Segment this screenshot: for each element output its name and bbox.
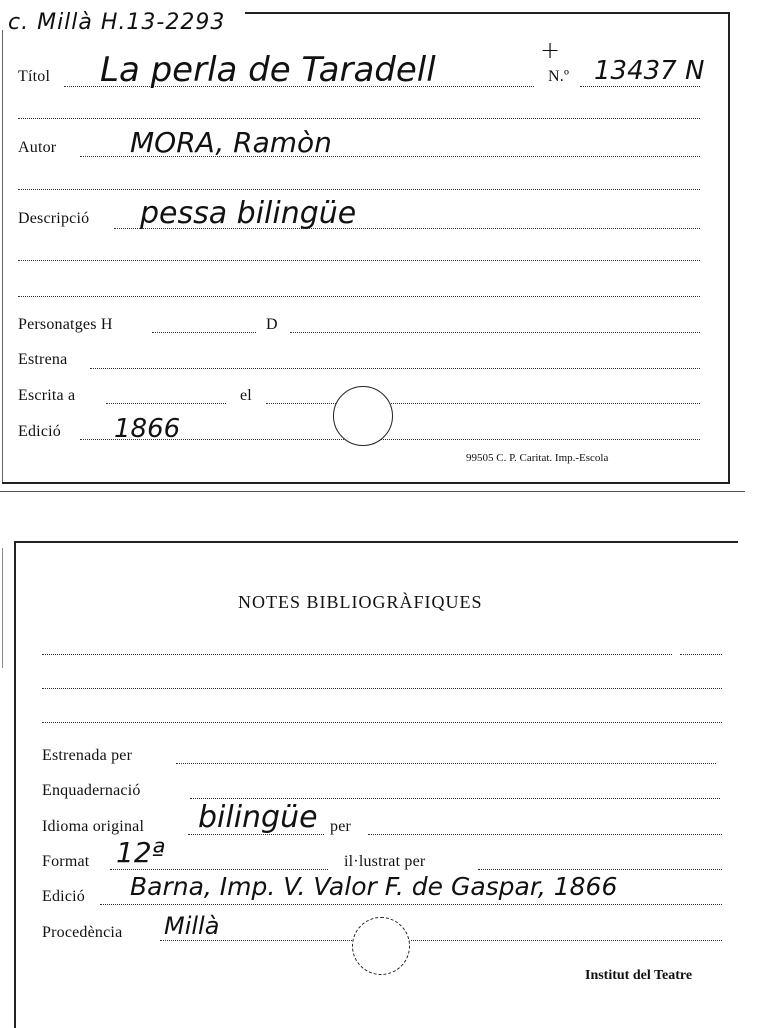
- edicio2-label: Edició: [42, 888, 85, 905]
- titol-label: Títol: [18, 68, 51, 85]
- format-line: [110, 869, 328, 870]
- descripcio-line-3: [18, 296, 700, 297]
- format-value: 12ª: [116, 836, 165, 869]
- card2-top-border: [14, 541, 738, 543]
- idioma-per-line: [368, 834, 722, 835]
- procedencia-label: Procedència: [42, 924, 123, 941]
- enquadernacio-line: [190, 798, 720, 799]
- num-label: N.º: [548, 68, 570, 85]
- titol-value: La perla de Taradell: [100, 50, 436, 90]
- card1-right-border: [728, 12, 730, 482]
- personatges-label: Personatges H: [18, 316, 113, 333]
- el-label: el: [240, 387, 252, 404]
- descripcio-label: Descripció: [18, 210, 90, 227]
- autor-line-2: [18, 189, 700, 190]
- edicio2-line: [100, 904, 722, 905]
- illustrat-line: [478, 869, 722, 870]
- idioma-per-label: per: [330, 818, 352, 835]
- format-label: Format: [42, 853, 90, 870]
- card2-left-edge: [2, 548, 3, 668]
- institution-label: Institut del Teatre: [585, 968, 693, 983]
- edicio2-value: Barna, Imp. V. Valor F. de Gaspar, 1866: [130, 872, 618, 901]
- idioma-value: bilingüe: [198, 800, 318, 835]
- idioma-label: Idioma original: [42, 818, 145, 835]
- notes-header: NOTES BIBLIOGRÀFIQUES: [238, 592, 483, 612]
- personatges-d-line: [290, 332, 700, 333]
- procedencia-line: [160, 940, 722, 941]
- num-value: 13437 N: [594, 56, 705, 86]
- card1-top-border: [245, 12, 729, 14]
- card2-left-border: [14, 541, 16, 1028]
- notes-line-1: [42, 654, 672, 655]
- descripcio-value: pessa bilingüe: [140, 196, 357, 231]
- num-line: [580, 86, 700, 87]
- personatges-h-line: [152, 332, 256, 333]
- card1-top-note: c. Millà H.13-2293: [8, 10, 226, 35]
- autor-value: MORA, Ramòn: [130, 126, 332, 159]
- enquadernacio-label: Enquadernació: [42, 782, 141, 799]
- el-line: [266, 403, 700, 404]
- card1-bottom-edge: [0, 491, 745, 492]
- titol-line-2: [18, 118, 700, 119]
- punch-hole-2: [352, 917, 410, 975]
- d-label: D: [266, 316, 278, 333]
- printer-note: 99505 C. P. Caritat. Imp.-Escola: [466, 452, 609, 464]
- escrita-line: [106, 403, 226, 404]
- edicio-value: 1866: [114, 414, 181, 444]
- procedencia-value: Millà: [164, 912, 220, 940]
- num-mark: +: [540, 36, 561, 64]
- edicio-label: Edició: [18, 423, 61, 440]
- escrita-label: Escrita a: [18, 387, 76, 404]
- descripcio-line-2: [18, 260, 700, 261]
- estrena-line: [90, 368, 700, 369]
- card1-left-border: [2, 30, 3, 482]
- estrena-label: Estrena: [18, 351, 68, 368]
- estrenada-label: Estrenada per: [42, 747, 133, 764]
- illustrat-label: il·lustrat per: [344, 853, 426, 870]
- autor-label: Autor: [18, 139, 57, 156]
- card1-bottom-border: [2, 482, 730, 484]
- punch-hole: [333, 386, 393, 446]
- notes-line-1b: [680, 654, 722, 655]
- notes-line-3: [42, 722, 722, 723]
- estrenada-line: [176, 763, 716, 764]
- notes-line-2: [42, 688, 722, 689]
